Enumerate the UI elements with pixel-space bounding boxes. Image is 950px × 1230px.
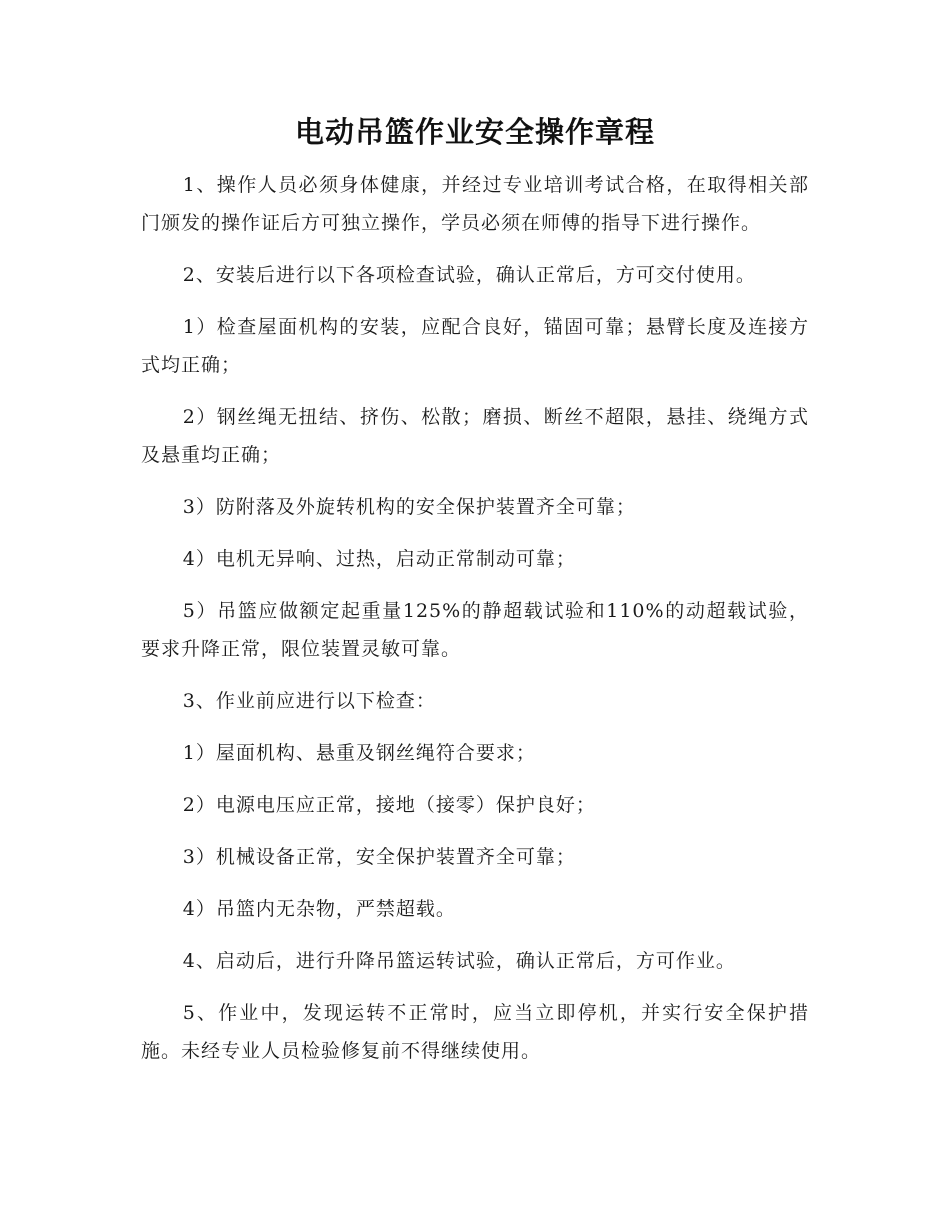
paragraph-2: 2、安装后进行以下各项检查试验，确认正常后，方可交付使用。 xyxy=(182,264,756,286)
paragraph-2-1: 1）检查屋面机构的安装，应配合良好，锚固可靠；悬臂长度及连接方式均正确； xyxy=(141,316,809,376)
paragraph-2-4: 4）电机无异响、过热，启动正常制动可靠； xyxy=(182,548,576,570)
paragraph-3-3: 3）机械设备正常，安全保护装置齐全可靠； xyxy=(182,846,576,868)
paragraph-3-1: 1）屋面机构、悬重及钢丝绳符合要求； xyxy=(182,742,536,764)
document-body xyxy=(141,166,809,1084)
paragraph-3-2: 2）电源电压应正常，接地（接零）保护良好； xyxy=(182,794,596,816)
paragraph-4: 4、启动后，进行升降吊篮运转试验，确认正常后，方可作业。 xyxy=(182,950,736,972)
paragraph-1: 1、操作人员必须身体健康，并经过专业培训考试合格，在取得相关部门颁发的操作证后方可独立操作，学员必须在师傅的指导下进行操作。 xyxy=(141,174,809,234)
paragraph-3: 3、作业前应进行以下检查： xyxy=(182,690,436,712)
paragraph-2-2: 2）钢丝绳无扭结、挤伤、松散；磨损、断丝不超限，悬挂、绕绳方式及悬重均正确； xyxy=(141,406,809,466)
document-title: 电动吊篮作业安全操作章程 xyxy=(294,115,655,149)
paragraph-2-3: 3）防附落及外旋转机构的安全保护装置齐全可靠； xyxy=(182,496,636,518)
paragraph-2-5: 5）吊篮应做额定起重量125%的静超载试验和110%的动超载试验，要求升降正常，限位装置灵敏可靠。 xyxy=(141,600,809,660)
paragraph-3-4: 4）吊篮内无杂物，严禁超载。 xyxy=(182,898,456,920)
paragraph-5: 5、作业中，发现运转不正常时，应当立即停机，并实行安全保护措施。未经专业人员检验修复前不得继续使用。 xyxy=(141,1002,809,1062)
